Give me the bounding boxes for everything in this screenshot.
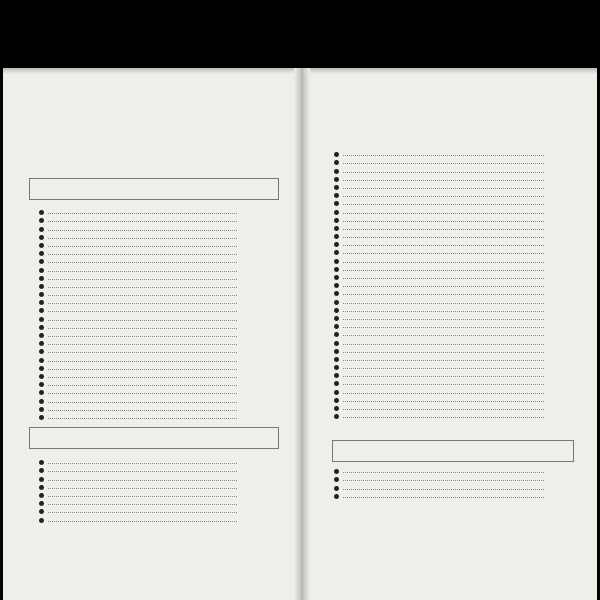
toc-entry <box>334 281 546 289</box>
bullet-icon <box>334 201 339 206</box>
toc-entry <box>39 331 239 339</box>
toc-entry <box>334 232 546 240</box>
dot-leader <box>48 221 237 222</box>
bullet-icon <box>39 509 44 514</box>
dot-leader <box>343 409 544 410</box>
dot-leader <box>343 352 544 353</box>
toc-entry <box>39 282 239 290</box>
bullet-icon <box>334 324 339 329</box>
chapter-3-entry-list <box>334 467 546 500</box>
toc-entry <box>334 322 546 330</box>
toc-entry <box>39 380 239 388</box>
dot-leader <box>343 311 544 312</box>
dot-leader <box>48 287 237 288</box>
dot-leader <box>343 472 544 473</box>
dot-leader <box>48 254 237 255</box>
dot-leader <box>343 489 544 490</box>
bullet-icon <box>39 460 44 465</box>
dot-leader <box>48 352 237 353</box>
toc-entry <box>39 265 239 273</box>
dot-leader <box>343 204 544 205</box>
toc-entry <box>39 298 239 306</box>
dot-leader <box>343 480 544 481</box>
toc-entry <box>39 466 239 474</box>
toc-entry <box>334 289 546 297</box>
dot-leader <box>343 497 544 498</box>
bullet-icon <box>334 259 339 264</box>
bullet-icon <box>334 308 339 313</box>
dot-leader <box>48 471 237 472</box>
dot-leader <box>48 238 237 239</box>
toc-entry <box>334 175 546 183</box>
toc-entry <box>39 314 239 322</box>
toc-entry <box>334 396 546 404</box>
bullet-icon <box>334 341 339 346</box>
dot-leader <box>343 278 544 279</box>
dot-leader <box>343 245 544 246</box>
dot-leader <box>48 418 237 419</box>
bullet-icon <box>334 218 339 223</box>
bullet-icon <box>39 477 44 482</box>
bullet-icon <box>39 227 44 232</box>
bullet-icon <box>39 518 44 523</box>
toc-entry <box>334 363 546 371</box>
dot-leader <box>343 221 544 222</box>
dot-leader <box>343 270 544 271</box>
bullet-icon <box>334 357 339 362</box>
dot-leader <box>343 417 544 418</box>
bullet-icon <box>39 366 44 371</box>
toc-entry <box>39 388 239 396</box>
dot-leader <box>343 172 544 173</box>
bullet-icon <box>334 406 339 411</box>
dot-leader <box>48 246 237 247</box>
dot-leader <box>48 295 237 296</box>
bullet-icon <box>334 349 339 354</box>
toc-entry <box>39 347 239 355</box>
bullet-icon <box>39 292 44 297</box>
bullet-icon <box>334 494 339 499</box>
dot-leader <box>343 294 544 295</box>
dot-leader <box>343 393 544 394</box>
chapter-3-heading <box>332 440 574 462</box>
toc-entry <box>39 216 239 224</box>
bullet-icon <box>334 169 339 174</box>
toc-entry <box>334 347 546 355</box>
bullet-icon <box>334 242 339 247</box>
toc-entry <box>39 458 239 466</box>
dot-leader <box>343 213 544 214</box>
toc-entry <box>334 387 546 395</box>
bullet-icon <box>334 390 339 395</box>
bullet-icon <box>334 160 339 165</box>
toc-entry <box>334 338 546 346</box>
toc-entry <box>39 339 239 347</box>
dot-leader <box>48 320 237 321</box>
chapter-1-heading <box>29 178 279 200</box>
dot-leader <box>343 344 544 345</box>
bullet-icon <box>39 493 44 498</box>
bullet-icon <box>39 407 44 412</box>
right-page-entry-list <box>334 150 546 420</box>
dot-leader <box>48 361 237 362</box>
toc-entry <box>334 475 546 483</box>
bullet-icon <box>334 291 339 296</box>
bullet-icon <box>39 218 44 223</box>
bullet-icon <box>39 390 44 395</box>
dot-leader <box>343 319 544 320</box>
dot-leader <box>48 496 237 497</box>
dot-leader <box>48 385 237 386</box>
dot-leader <box>343 401 544 402</box>
toc-entry <box>39 364 239 372</box>
dot-leader <box>343 384 544 385</box>
bullet-icon <box>39 210 44 215</box>
toc-entry <box>334 150 546 158</box>
dot-leader <box>48 512 237 513</box>
toc-entry <box>39 499 239 507</box>
bullet-icon <box>39 399 44 404</box>
bullet-icon <box>334 365 339 370</box>
toc-entry <box>334 199 546 207</box>
toc-entry <box>39 257 239 265</box>
bullet-icon <box>334 300 339 305</box>
toc-entry <box>39 355 239 363</box>
toc-entry <box>334 371 546 379</box>
toc-entry <box>334 240 546 248</box>
dot-leader <box>48 410 237 411</box>
dot-leader <box>48 213 237 214</box>
bullet-icon <box>39 415 44 420</box>
dot-leader <box>48 480 237 481</box>
toc-entry <box>334 404 546 412</box>
bullet-icon <box>334 316 339 321</box>
dot-leader <box>48 311 237 312</box>
book-spread <box>3 68 597 600</box>
toc-entry <box>334 412 546 420</box>
dot-leader <box>48 279 237 280</box>
toc-entry <box>334 191 546 199</box>
toc-entry <box>39 274 239 282</box>
toc-entry <box>334 183 546 191</box>
toc-entry <box>39 507 239 515</box>
dot-leader <box>48 303 237 304</box>
dot-leader <box>48 393 237 394</box>
bullet-icon <box>334 193 339 198</box>
toc-entry <box>334 483 546 491</box>
bullet-icon <box>39 300 44 305</box>
dot-leader <box>48 402 237 403</box>
bullet-icon <box>334 332 339 337</box>
bullet-icon <box>334 373 339 378</box>
bullet-icon <box>334 177 339 182</box>
toc-entry <box>39 224 239 232</box>
chapter-2-heading <box>29 427 279 449</box>
dot-leader <box>343 303 544 304</box>
bullet-icon <box>334 398 339 403</box>
dot-leader <box>343 253 544 254</box>
toc-entry <box>334 467 546 475</box>
dot-leader <box>343 155 544 156</box>
dot-leader <box>343 196 544 197</box>
toc-entry <box>334 166 546 174</box>
dot-leader <box>343 368 544 369</box>
bullet-icon <box>39 284 44 289</box>
toc-entry <box>39 249 239 257</box>
dot-leader <box>343 335 544 336</box>
bullet-icon <box>39 341 44 346</box>
dot-leader <box>343 188 544 189</box>
toc-entry <box>39 515 239 523</box>
dot-leader <box>343 180 544 181</box>
dot-leader <box>343 237 544 238</box>
chapter-1-entry-list <box>39 208 239 421</box>
bullet-icon <box>39 243 44 248</box>
left-page <box>3 68 294 600</box>
toc-entry <box>39 306 239 314</box>
bullet-icon <box>334 226 339 231</box>
toc-entry <box>39 396 239 404</box>
bullet-icon <box>334 414 339 419</box>
dot-leader <box>48 271 237 272</box>
toc-entry <box>334 330 546 338</box>
chapter-2-entry-list <box>39 458 239 524</box>
bullet-icon <box>39 325 44 330</box>
toc-entry <box>334 379 546 387</box>
toc-entry <box>39 290 239 298</box>
bullet-icon <box>334 234 339 239</box>
toc-entry <box>334 492 546 500</box>
bullet-icon <box>334 477 339 482</box>
bullet-icon <box>334 283 339 288</box>
bullet-icon <box>39 251 44 256</box>
toc-entry <box>334 248 546 256</box>
dot-leader <box>48 230 237 231</box>
toc-entry <box>334 314 546 322</box>
bullet-icon <box>39 276 44 281</box>
right-page <box>310 68 597 600</box>
bullet-icon <box>39 382 44 387</box>
bullet-icon <box>39 268 44 273</box>
toc-entry <box>39 405 239 413</box>
bullet-icon <box>39 374 44 379</box>
toc-entry <box>334 306 546 314</box>
bullet-icon <box>39 349 44 354</box>
bullet-icon <box>334 152 339 157</box>
toc-entry <box>39 323 239 331</box>
bullet-icon <box>39 235 44 240</box>
dot-leader <box>343 163 544 164</box>
toc-entry <box>334 216 546 224</box>
toc-entry <box>334 158 546 166</box>
bullet-icon <box>39 259 44 264</box>
bullet-icon <box>39 333 44 338</box>
dot-leader <box>343 229 544 230</box>
toc-entry <box>39 491 239 499</box>
dot-leader <box>343 376 544 377</box>
toc-entry <box>39 413 239 421</box>
toc-entry <box>39 372 239 380</box>
dot-leader <box>343 360 544 361</box>
bullet-icon <box>334 210 339 215</box>
bullet-icon <box>39 501 44 506</box>
toc-entry <box>39 208 239 216</box>
bullet-icon <box>334 250 339 255</box>
book-gutter <box>294 68 310 600</box>
toc-entry <box>39 241 239 249</box>
bullet-icon <box>334 185 339 190</box>
dot-leader <box>48 463 237 464</box>
bullet-icon <box>334 381 339 386</box>
dot-leader <box>48 328 237 329</box>
toc-entry <box>334 256 546 264</box>
dot-leader <box>343 262 544 263</box>
bullet-icon <box>39 308 44 313</box>
toc-entry <box>39 233 239 241</box>
toc-entry <box>334 224 546 232</box>
dot-leader <box>343 286 544 287</box>
dot-leader <box>48 521 237 522</box>
bullet-icon <box>39 485 44 490</box>
toc-entry <box>334 207 546 215</box>
bullet-icon <box>334 275 339 280</box>
toc-entry <box>39 474 239 482</box>
dot-leader <box>48 504 237 505</box>
dot-leader <box>48 336 237 337</box>
bullet-icon <box>334 267 339 272</box>
dot-leader <box>48 488 237 489</box>
bullet-icon <box>39 358 44 363</box>
toc-entry <box>39 483 239 491</box>
bullet-icon <box>334 486 339 491</box>
dot-leader <box>48 369 237 370</box>
bullet-icon <box>39 468 44 473</box>
dot-leader <box>48 377 237 378</box>
toc-entry <box>334 355 546 363</box>
bullet-icon <box>39 317 44 322</box>
bullet-icon <box>334 469 339 474</box>
toc-entry <box>334 273 546 281</box>
dot-leader <box>343 327 544 328</box>
dot-leader <box>48 344 237 345</box>
toc-entry <box>334 265 546 273</box>
toc-entry <box>334 297 546 305</box>
dot-leader <box>48 262 237 263</box>
